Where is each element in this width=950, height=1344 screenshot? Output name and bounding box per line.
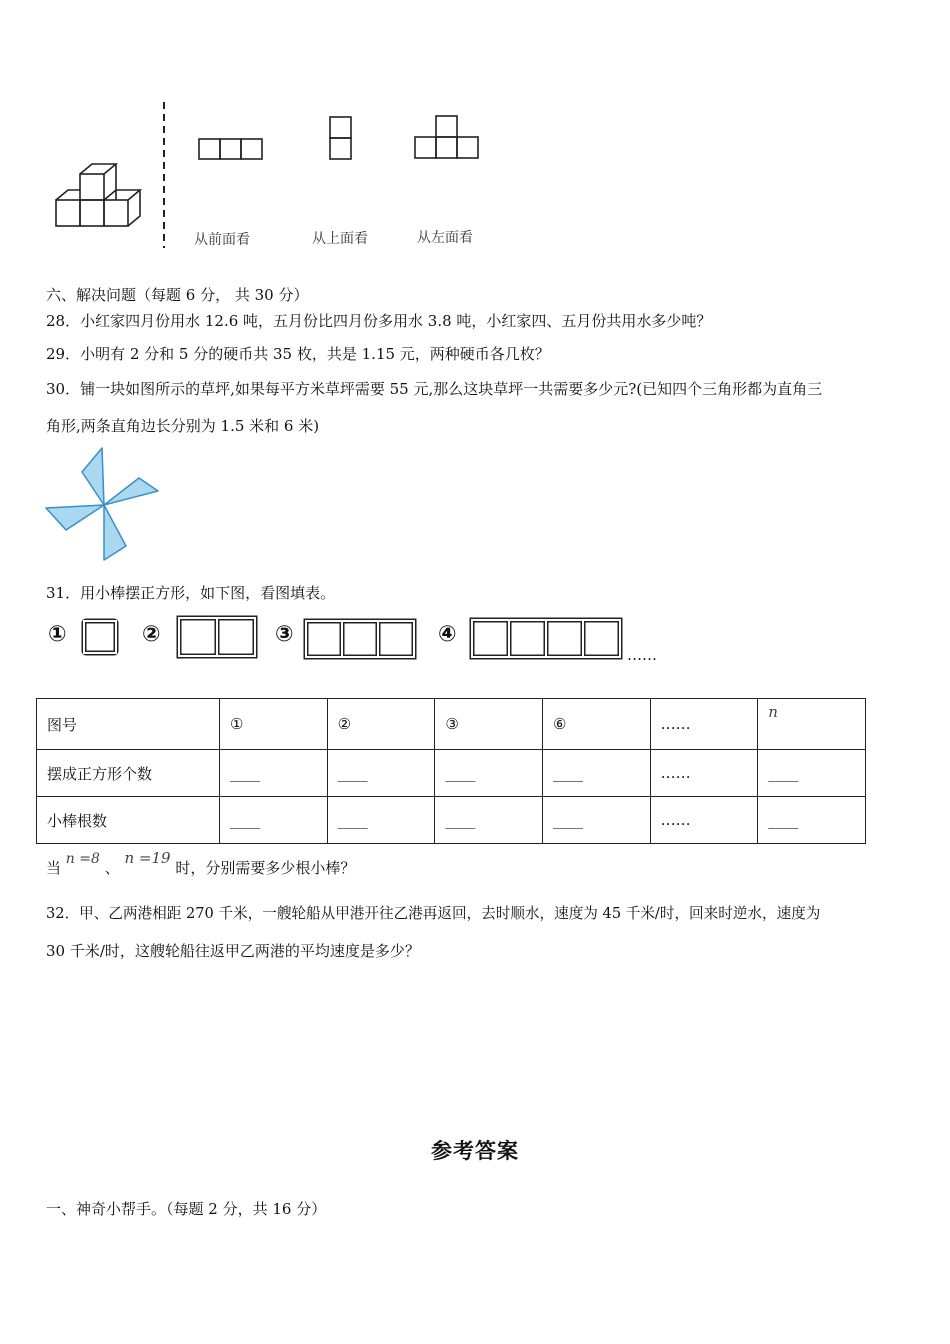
- question-31-followup: [46, 849, 356, 880]
- answers-title: 参考答案: [431, 1138, 519, 1163]
- matchstick-figure-3: [302, 617, 420, 661]
- left-view-label: 从左面看: [417, 230, 473, 246]
- matchstick-figure-1: [80, 617, 122, 659]
- answers-section1-heading: 一、神奇小帮手。（每题 2 分，共 16 分）: [46, 1200, 327, 1218]
- figure-label-2: ②: [142, 622, 161, 647]
- figure-label-3: ③: [275, 622, 294, 647]
- table-blank[interactable]: ____: [327, 750, 435, 797]
- table-cell: ①: [220, 699, 328, 750]
- table-header-row: [37, 699, 866, 750]
- table-cell: ⑥: [542, 699, 650, 750]
- question-29: 29．小明有 2 分和 5 分的硬币共 35 枚，共是 1.15 元，两种硬币各几枚？: [46, 345, 550, 363]
- question-31: 31．用小棒摆正方形，如下图，看图填表。: [46, 584, 336, 602]
- question-32-line1: 32．甲、乙两港相距 270 千米，一艘轮船从甲港开往乙港再返回，去时顺水，速度为 45 千米/时，回来时逆水，速度为: [46, 905, 821, 922]
- section6-heading: 六、解决问题（每题 6 分， 共 30 分）: [46, 286, 309, 304]
- table-row: [37, 750, 866, 797]
- table-cell: 图号: [37, 699, 220, 750]
- n-value-19: n =19: [124, 849, 171, 867]
- table-cell: 小棒根数: [37, 797, 220, 844]
- front-view-figure: [197, 137, 267, 161]
- n-value-8: n =8: [65, 851, 100, 867]
- followup-prefix: 当: [46, 859, 62, 877]
- top-view-figure: [328, 115, 354, 163]
- table-cell: ……: [650, 699, 758, 750]
- matchstick-figure-4: [468, 616, 624, 662]
- dashed-divider: [160, 102, 168, 248]
- fill-in-table: [36, 698, 866, 844]
- question-32-line2: 30 千米/时，这艘轮船往返甲乙两港的平均速度是多少？: [46, 942, 420, 960]
- followup-separator: 、: [104, 859, 120, 877]
- table-blank[interactable]: ____: [435, 797, 543, 844]
- table-cell: ③: [435, 699, 543, 750]
- cube-stack-figure: [50, 158, 150, 230]
- table-cell: n: [758, 699, 866, 750]
- table-cell: ②: [327, 699, 435, 750]
- table-row: [37, 797, 866, 844]
- front-view-label: 从前面看: [194, 232, 250, 248]
- table-blank[interactable]: ____: [542, 797, 650, 844]
- table-cell: 摆成正方形个数: [37, 750, 220, 797]
- table-blank[interactable]: ____: [758, 750, 866, 797]
- table-blank[interactable]: ____: [220, 797, 328, 844]
- pinwheel-lawn-figure: [44, 446, 162, 564]
- table-cell: ……: [650, 750, 758, 797]
- figure-label-1: ①: [48, 622, 67, 647]
- followup-suffix: 时，分别需要多少根小棒？: [175, 859, 356, 877]
- figure-label-4: ④: [438, 622, 457, 647]
- left-view-figure: [413, 114, 483, 162]
- table-cell: ……: [650, 797, 758, 844]
- table-blank[interactable]: ____: [220, 750, 328, 797]
- question-30-line1: 30．铺一块如图所示的草坪,如果每平方米草坪需要 55 元,那么这块草坪一共需要多少元?(已知四个三角形都为直角三: [46, 380, 823, 398]
- table-blank[interactable]: ____: [542, 750, 650, 797]
- table-blank[interactable]: ____: [327, 797, 435, 844]
- figure-ellipsis: ……: [627, 646, 657, 664]
- matchstick-figure-2: [175, 614, 261, 662]
- table-blank[interactable]: ____: [758, 797, 866, 844]
- top-view-label: 从上面看: [312, 231, 368, 247]
- table-blank[interactable]: ____: [435, 750, 543, 797]
- question-30-line2: 角形,两条直角边长分别为 1.5 米和 6 米): [46, 417, 320, 435]
- question-28: 28．小红家四月份用水 12.6 吨，五月份比四月份多用水 3.8 吨，小红家四、五月份共用水多少吨？: [46, 312, 712, 330]
